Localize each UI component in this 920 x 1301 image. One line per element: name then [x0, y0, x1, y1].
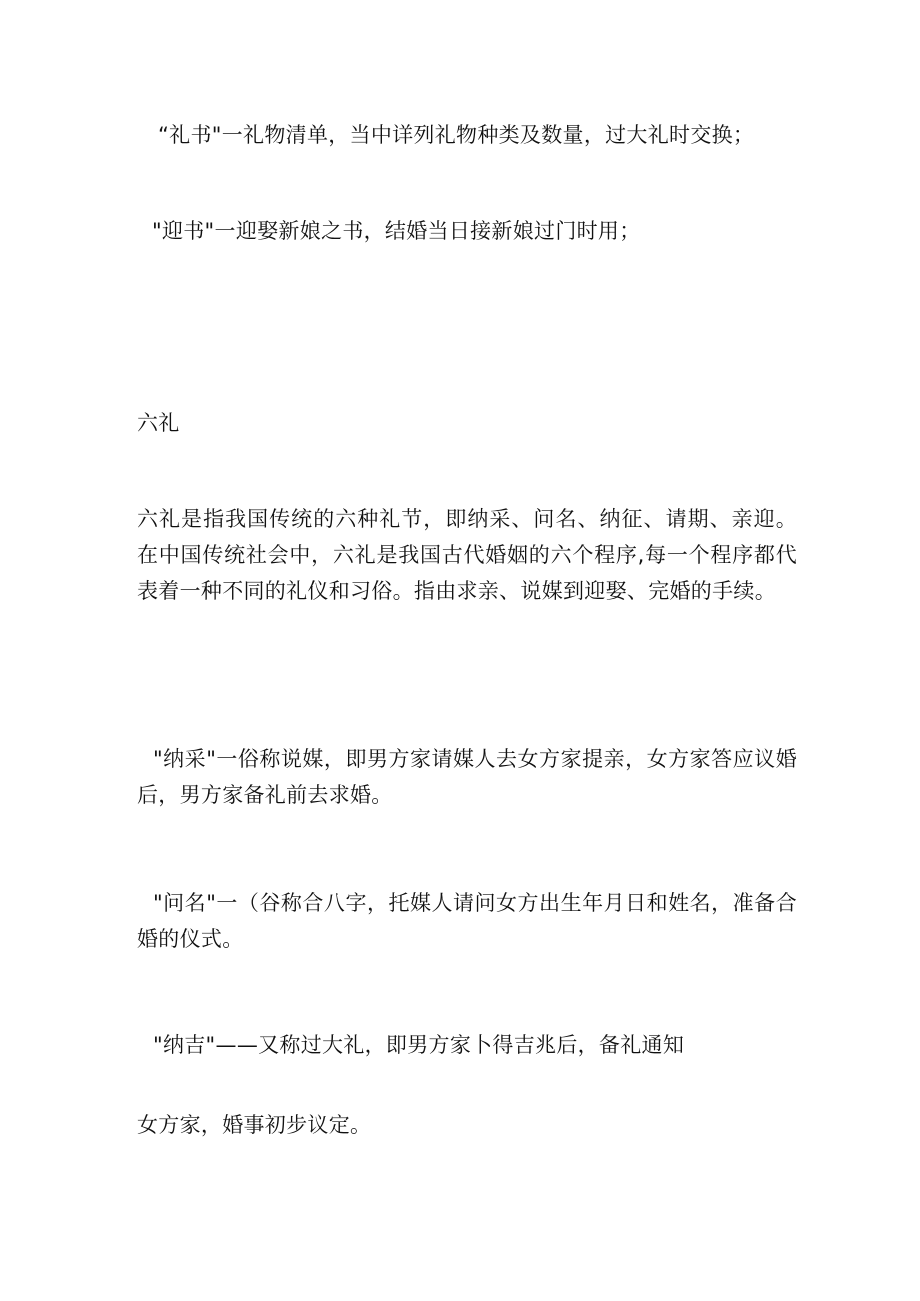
naji-continuation-line: 女方家，婚事初步议定。 — [137, 1113, 372, 1137]
naji-line: "纳吉"——又称过大礼，即男方家卜得吉兆后，备礼通知 — [153, 1033, 685, 1057]
lishu-line: “礼书"一礼物清单，当中详列礼物种类及数量，过大礼时交换； — [158, 123, 755, 147]
yingshu-line: "迎书"一迎娶新娘之书，结婚当日接新娘过门时用； — [152, 219, 641, 243]
nacai-paragraph — [137, 741, 797, 813]
wenming-text: "问名"一（谷称合八字，托媒人请问女方出生年月日和姓名，准备合婚的仪式。 — [137, 891, 797, 951]
nacai-text: "纳采"一俗称说媒，即男方家请媒人去女方家提亲，女方家答应议婚后，男方家备礼前去求婚。 — [137, 747, 797, 807]
section-heading: 六礼 — [137, 411, 180, 435]
wenming-paragraph — [137, 885, 797, 957]
intro-paragraph: 六礼是指我国传统的六种礼节，即纳采、问名、纳征、请期、亲迎。在中国传统社会中，六礼是我国古代婚姻的六个程序,每一个程序都代表着一种不同的礼仪和习俗。指由求亲、说媒到迎娶、完婚的手续。 — [137, 507, 797, 603]
